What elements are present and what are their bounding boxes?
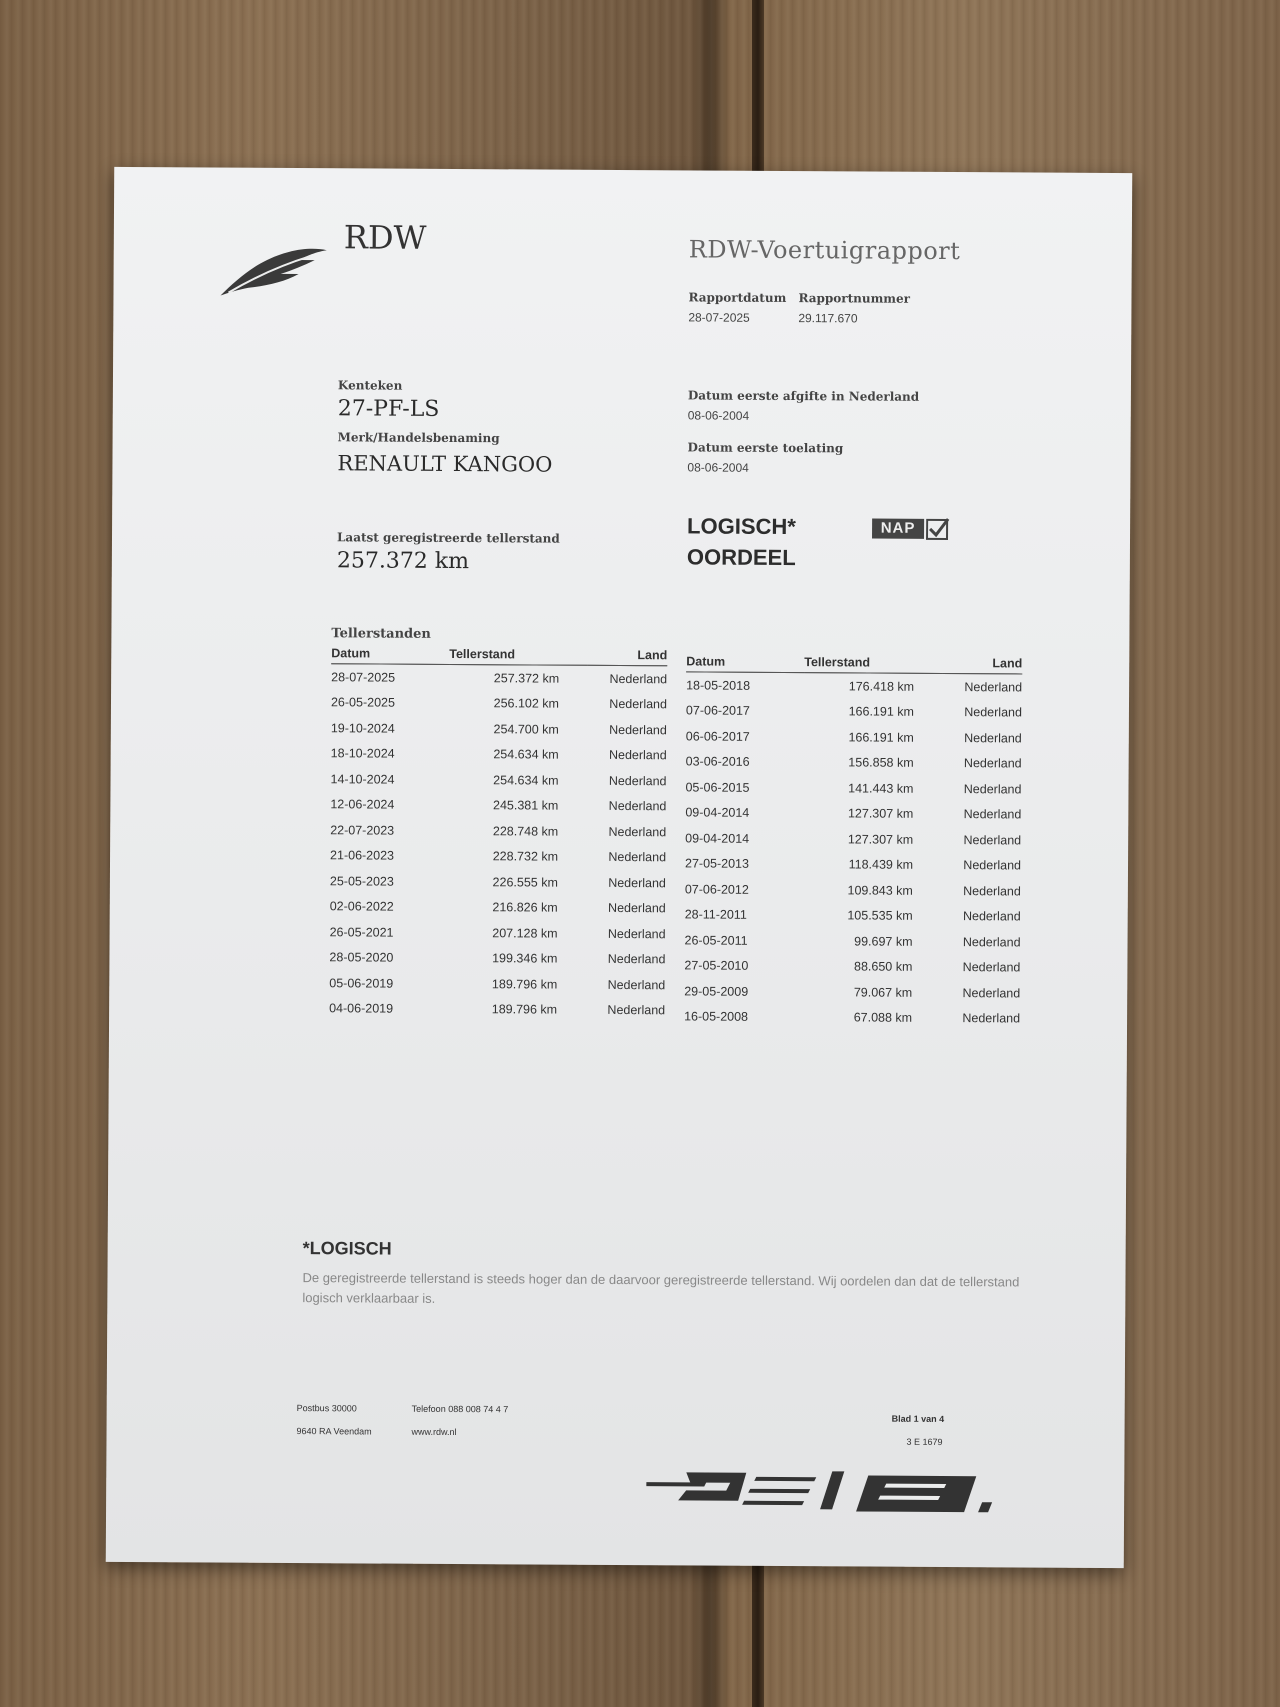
footer-phone: Telefoon 088 008 74 4 7 bbox=[411, 1403, 509, 1415]
last-reading-label: Laatst geregistreerde tellerstand bbox=[336, 530, 560, 546]
table-row bbox=[685, 902, 1021, 930]
footer-address: 9640 RA Veendam bbox=[296, 1426, 372, 1437]
reading-land: Nederland bbox=[962, 934, 1021, 950]
table-header bbox=[331, 646, 667, 666]
reading-land: Nederland bbox=[962, 985, 1021, 1001]
report-number: 29.117.670 bbox=[798, 311, 858, 326]
table-row bbox=[685, 825, 1021, 853]
table-row bbox=[329, 970, 665, 998]
footer-page: Blad 1 van 4 bbox=[891, 1413, 945, 1424]
reading-km: 254.634 km bbox=[493, 772, 559, 788]
reading-date: 27-05-2010 bbox=[684, 958, 749, 974]
reading-km: 166.191 km bbox=[848, 704, 914, 720]
reading-land: Nederland bbox=[963, 832, 1022, 848]
reading-km: 176.418 km bbox=[848, 679, 915, 694]
reading-land: Nederland bbox=[609, 722, 667, 738]
footer-web: www.rdw.nl bbox=[411, 1426, 457, 1438]
col-date: Datum bbox=[331, 646, 449, 664]
last-reading-value: 257.372 km bbox=[336, 548, 470, 575]
reading-land: Nederland bbox=[608, 824, 667, 840]
readings-table-right bbox=[684, 654, 1022, 1031]
reading-km: 207.128 km bbox=[492, 925, 558, 941]
nap-badge bbox=[872, 517, 952, 543]
first-admission-label: Datum eerste toelating bbox=[687, 440, 844, 456]
first-admission-date: 08-06-2004 bbox=[687, 460, 749, 475]
table-row bbox=[686, 698, 1022, 726]
report-date-label: Rapportdatum bbox=[688, 290, 787, 306]
reading-km: 216.826 km bbox=[492, 900, 558, 915]
col-land: Land bbox=[587, 648, 667, 666]
reading-km: 99.697 km bbox=[854, 934, 913, 949]
nap-check-icon bbox=[926, 517, 950, 541]
rdw-feather-logo-icon bbox=[218, 238, 328, 299]
reading-date: 14-10-2024 bbox=[330, 771, 395, 787]
reading-km: 228.732 km bbox=[492, 849, 559, 864]
report-date: 28-07-2025 bbox=[688, 310, 750, 325]
reading-date: 02-06-2022 bbox=[329, 899, 394, 914]
table-row bbox=[331, 741, 667, 769]
reading-land: Nederland bbox=[608, 748, 667, 763]
note-text: De geregistreerde tellerstand is steeds hoger dan de daarvoor geregistreerde tellerstand. Wij oordelen dan dat de tellerstand logisch verklaarbaar is. bbox=[302, 1270, 1020, 1306]
reading-km: 141.443 km bbox=[848, 781, 914, 796]
table-row bbox=[685, 774, 1021, 802]
readings-title: Tellerstanden bbox=[331, 626, 431, 642]
reading-land: Nederland bbox=[963, 883, 1021, 899]
col-date: Datum bbox=[686, 654, 804, 672]
verdict bbox=[687, 510, 796, 573]
license-plate: 27-PF-LS bbox=[337, 396, 440, 422]
brand-name: RDW bbox=[343, 218, 427, 257]
table-row bbox=[330, 843, 666, 871]
reading-date: 27-05-2013 bbox=[684, 856, 750, 872]
table-row bbox=[330, 766, 666, 794]
reading-date: 25-05-2023 bbox=[329, 873, 394, 889]
rdw-report-paper bbox=[106, 167, 1133, 1568]
plate-label: Kenteken bbox=[337, 378, 403, 393]
reading-km: 245.381 km bbox=[493, 798, 559, 813]
table-row bbox=[331, 715, 667, 743]
reading-date: 16-05-2008 bbox=[684, 1009, 749, 1025]
reading-km: 166.191 km bbox=[848, 730, 914, 745]
table-row bbox=[685, 851, 1021, 879]
reading-date: 09-04-2014 bbox=[685, 805, 750, 821]
readings-table-left bbox=[329, 646, 667, 1023]
reading-date: 03-06-2016 bbox=[685, 754, 750, 770]
col-km: Tellerstand bbox=[449, 647, 587, 665]
reading-land: Nederland bbox=[609, 697, 668, 712]
table-row bbox=[686, 672, 1022, 700]
reading-land: Nederland bbox=[608, 850, 667, 865]
table-row bbox=[686, 723, 1022, 751]
report-number-label: Rapportnummer bbox=[798, 291, 911, 306]
table-row bbox=[685, 876, 1021, 904]
footer-code: 3 E 1679 bbox=[906, 1436, 943, 1447]
table-row bbox=[329, 945, 665, 973]
table-row bbox=[685, 800, 1021, 828]
reading-land: Nederland bbox=[607, 977, 666, 993]
reading-km: 105.535 km bbox=[847, 908, 913, 924]
reading-km: 88.650 km bbox=[853, 959, 913, 975]
reading-date: 05-06-2019 bbox=[329, 975, 394, 991]
reading-km: 189.796 km bbox=[491, 976, 558, 992]
make-label: Merk/Handelsbenaming bbox=[337, 430, 500, 446]
nap-label: NAP bbox=[872, 519, 924, 539]
reading-km: 79.067 km bbox=[853, 985, 913, 1000]
reading-date: 28-07-2025 bbox=[331, 669, 396, 685]
reading-km: 256.102 km bbox=[493, 696, 560, 711]
table-row bbox=[331, 690, 667, 718]
verdict-line-1: LOGISCH* bbox=[687, 513, 796, 540]
reading-date: 07-06-2017 bbox=[685, 703, 750, 719]
reading-km: 109.843 km bbox=[847, 883, 913, 898]
reading-date: 18-10-2024 bbox=[330, 746, 395, 761]
first-nl-date: 08-06-2004 bbox=[687, 408, 750, 423]
reading-date: 26-05-2025 bbox=[330, 695, 395, 710]
reading-land: Nederland bbox=[964, 679, 1023, 695]
reading-km: 228.748 km bbox=[492, 823, 559, 839]
col-land: Land bbox=[942, 656, 1022, 674]
reading-land: Nederland bbox=[962, 1011, 1021, 1026]
table-row bbox=[330, 792, 666, 820]
reading-land: Nederland bbox=[609, 671, 668, 687]
reading-date: 26-05-2021 bbox=[329, 924, 394, 940]
table-row bbox=[330, 894, 666, 922]
reading-land: Nederland bbox=[964, 730, 1022, 746]
reading-date: 12-06-2024 bbox=[330, 797, 395, 812]
reading-land: Nederland bbox=[962, 960, 1021, 975]
reading-land: Nederland bbox=[962, 909, 1021, 924]
reading-date: 19-10-2024 bbox=[330, 720, 395, 736]
reading-land: Nederland bbox=[963, 807, 1022, 822]
reading-land: Nederland bbox=[963, 781, 1022, 797]
table-row bbox=[331, 664, 667, 692]
reading-date: 04-06-2019 bbox=[329, 1001, 394, 1016]
reading-date: 22-07-2023 bbox=[330, 822, 395, 838]
reading-land: Nederland bbox=[607, 1003, 666, 1018]
reading-date: 29-05-2009 bbox=[684, 984, 749, 999]
table-row bbox=[686, 749, 1022, 777]
note-title: *LOGISCH bbox=[302, 1238, 392, 1259]
reading-date: 07-06-2012 bbox=[684, 882, 749, 897]
table-row bbox=[684, 978, 1020, 1006]
reading-land: Nederland bbox=[963, 756, 1022, 771]
table-row bbox=[330, 817, 666, 845]
reading-date: 28-11-2011 bbox=[684, 907, 747, 923]
report-title: RDW-Voertuigrapport bbox=[688, 235, 961, 266]
reading-date: 21-06-2023 bbox=[330, 848, 395, 863]
first-nl-label: Datum eerste afgifte in Nederland bbox=[687, 388, 920, 404]
reading-km: 118.439 km bbox=[848, 857, 914, 873]
vehicle-make: RENAULT KANGOO bbox=[337, 451, 553, 477]
reading-date: 05-06-2015 bbox=[685, 780, 750, 795]
table-header bbox=[686, 654, 1022, 674]
reading-km: 199.346 km bbox=[492, 951, 558, 966]
reading-land: Nederland bbox=[608, 901, 666, 916]
reading-km: 226.555 km bbox=[492, 874, 558, 890]
table-row bbox=[684, 953, 1020, 981]
reading-land: Nederland bbox=[608, 875, 666, 891]
reading-km: 67.088 km bbox=[853, 1010, 913, 1026]
reading-land: Nederland bbox=[607, 952, 666, 967]
col-km: Tellerstand bbox=[804, 655, 942, 673]
reading-km: 254.634 km bbox=[493, 747, 559, 762]
reading-km: 127.307 km bbox=[847, 806, 914, 822]
reading-km: 189.796 km bbox=[491, 1002, 558, 1017]
table-row bbox=[330, 919, 666, 947]
reading-km: 127.307 km bbox=[847, 832, 914, 847]
reading-land: Nederland bbox=[608, 773, 667, 789]
footer-postbus: Postbus 30000 bbox=[296, 1403, 357, 1414]
reading-date: 26-05-2011 bbox=[684, 933, 748, 948]
table-row bbox=[330, 868, 666, 896]
reading-date: 18-05-2018 bbox=[686, 678, 751, 693]
reading-date: 28-05-2020 bbox=[329, 950, 394, 965]
table-row bbox=[684, 1004, 1020, 1032]
reading-land: Nederland bbox=[607, 926, 666, 942]
reading-land: Nederland bbox=[964, 705, 1022, 720]
verdict-line-2: OORDEEL bbox=[686, 544, 796, 571]
reading-date: 09-04-2014 bbox=[685, 831, 750, 846]
reading-km: 257.372 km bbox=[493, 670, 560, 686]
table-row bbox=[684, 927, 1020, 955]
rdw-stripe-mark-icon bbox=[646, 1460, 1046, 1522]
reading-land: Nederland bbox=[608, 799, 667, 814]
reading-date: 06-06-2017 bbox=[685, 729, 750, 744]
table-row bbox=[329, 996, 665, 1024]
reading-land: Nederland bbox=[963, 858, 1022, 873]
reading-km: 254.700 km bbox=[493, 721, 559, 737]
reading-km: 156.858 km bbox=[848, 755, 914, 771]
